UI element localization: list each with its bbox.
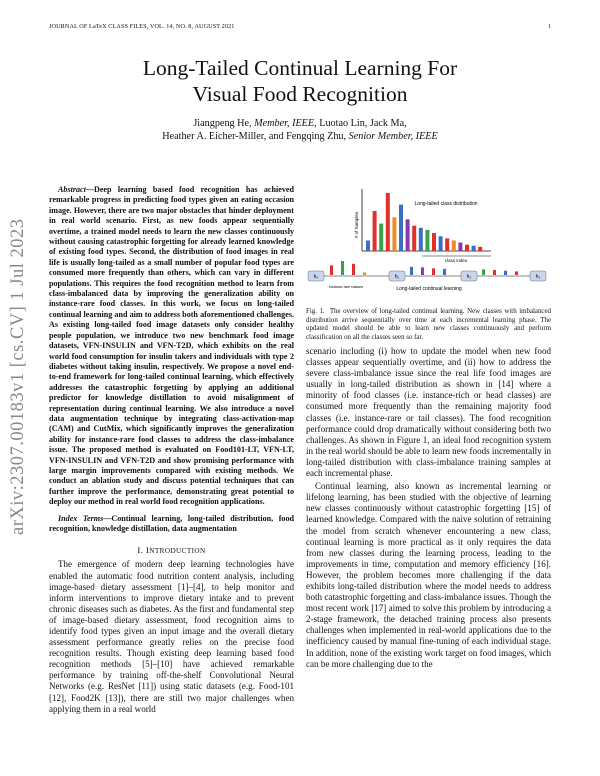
running-header: JOURNAL OF LaTeX CLASS FILES, VOL. 14, NO. 8, AUGUST 2021 bbox=[49, 23, 235, 30]
distribution-bar bbox=[465, 245, 469, 251]
model-h2-label: h₂ bbox=[466, 274, 472, 280]
author-line-2: Heather A. Eicher-Miller, and Fengqing Zhu, Senior Member, IEEE bbox=[162, 131, 438, 142]
new-classes-label: Instance-rare classes bbox=[328, 285, 364, 289]
model-h3-label: h₃ bbox=[535, 274, 541, 280]
paper-title bbox=[0, 55, 600, 107]
distribution-label: Long-tailed class distribution bbox=[414, 201, 478, 207]
index-terms-text: —Continual learning, long-tailed distribution, food recognition, knowledge distillation, data augmentation bbox=[49, 513, 294, 533]
distribution-bar bbox=[472, 246, 476, 251]
phase-bar bbox=[515, 271, 518, 275]
title-line-1: Long-Tailed Continual Learning For bbox=[142, 56, 458, 80]
model-h1-label: h₁ bbox=[394, 274, 400, 280]
figure-1 bbox=[306, 185, 551, 342]
left-column bbox=[49, 185, 294, 715]
distribution-bar bbox=[399, 205, 403, 251]
abstract bbox=[49, 185, 294, 508]
distribution-bar bbox=[366, 240, 370, 251]
phase-bar bbox=[482, 269, 485, 275]
y-axis-label: # of Samples bbox=[354, 211, 359, 239]
distribution-bar bbox=[439, 236, 443, 251]
distribution-bar bbox=[458, 243, 462, 251]
distribution-bar bbox=[412, 226, 416, 251]
class-index-label: class index bbox=[444, 258, 468, 263]
distribution-bar bbox=[478, 247, 482, 251]
title-line-2: Visual Food Recognition bbox=[192, 82, 408, 106]
phase-bars bbox=[330, 261, 518, 275]
phase-bar bbox=[443, 269, 446, 275]
intro-paragraph-2: scenario including (i) how to update the model when new food classes appear sequentially overtime, and (ii) how to address the severe class-imbalance issue since the real life food images are usually in long-tailed distribution as shown in [14] where a minority of food classes (i.e. instance-rich or head classes) are consumed more frequently than the remaining majority food classes (i.e. instance-rare or tail classes). The food recognition performance could drop dramatically without considering both two challenges. As shown in Figure 1, an ideal food recognition system in the real world should be able to learn new foods incrementally in long-tailed distribution with class-imbalance training samples at each incremental phase. bbox=[306, 346, 551, 479]
model-h0-label: h₀ bbox=[313, 274, 319, 280]
phase-bar bbox=[330, 265, 333, 275]
abstract-label: Abstract bbox=[58, 185, 86, 194]
page-number: 1 bbox=[548, 23, 552, 30]
right-column bbox=[306, 346, 551, 670]
phase-bar bbox=[493, 270, 496, 275]
index-terms bbox=[49, 514, 294, 535]
distribution-bar bbox=[419, 228, 423, 251]
distribution-bar bbox=[386, 193, 390, 251]
phase-bar bbox=[352, 264, 355, 275]
phase-bar bbox=[432, 268, 435, 275]
section-heading-introduction: I. INTRODUCTION bbox=[137, 545, 206, 556]
distribution-bar bbox=[379, 224, 383, 251]
phase-bar bbox=[504, 271, 507, 275]
phase-bar bbox=[410, 267, 413, 275]
figure-1-diagram bbox=[306, 185, 551, 300]
abstract-text: —Deep learning based food recognition has achieved remarkable progress in predicting food types given an eating occasion image. However, there are two major obstacles that hinder deployment in real world scenario. First, as new foods appear sequentially overtime, a trained model needs to learn the new classes continuously without causing catastrophic forgetting for already learned knowledge of existing food types. Second, the distribution of food images in real life is usually long-tailed as a small number of popular food types are consumed more frequently than others, which can vary in different populations. This requires the food recognition method to learn from class-imbalanced data by improving the generalization ability on instance-rare food classes. In this work, we focus on long-tailed continual learning and aim to address both aforementioned challenges. As existing long-tailed food image datasets only consider healthy people population, we introduce two new benchmark food image datasets, VFN-INSULIN and VFN-T2D, which exhibits on the real world food consumption for insulin takers and individuals with type 2 diabetes without taking insulin, respectively. We propose a novel end-to-end framework for long-tailed continual learning, which effectively addresses the catastrophic forgetting by applying an additional predictor for knowledge distillation to avoid misalignment of representation during continual learning. We also introduce a novel data augmentation technique by integrating class-activation-map (CAM) and CutMix, which significantly improves the generalization ability for instance-rare food classes to address the class-imbalance issue. The proposed method is evaluated on Food101-LT, VFN-LT, VFN-INSULIN and VFN-T2D and show promising performance with large margin improvements compared with existing methods. We conduct an ablation study and discuss potential techniques that can further improve the performance, demonstrating great potential to deploy our method in real world food recognition applications. bbox=[49, 185, 294, 507]
phase-bar bbox=[421, 267, 424, 275]
distribution-bar bbox=[373, 211, 377, 251]
distribution-bar bbox=[445, 238, 449, 251]
distribution-bar bbox=[392, 217, 396, 251]
intro-paragraph-3: Continual learning, also known as incremental learning or lifelong learning, has been studied with the objective of learning new classes continuously without catastrophic forgetting [15] of learned knowledge. Compared with the naive solution of retraining the model from scratch whenever encountering a new class, continual learning is more practical as it only requires the data from new classes during the learning process, leading to the improvements in time, computation and memory efficiency [16]. However, the problem becomes more challenging if the data exhibits long-tailed distribution where the model needs to address both catastrophic forgetting and class-imbalance issues. Though the most recent work [17] aimed to solve this problem by introducing a 2-stage framework, the detached training process also presents challenges when implemented in real-world applications due to the inefficiency caused by manual fine-tuning of each individual stage. In addition, none of the existing work target on food images, which can be more challenging due to the bbox=[306, 481, 551, 669]
phase-bar bbox=[341, 261, 344, 275]
author-list bbox=[0, 117, 600, 143]
distribution-bar bbox=[452, 240, 456, 251]
distribution-bar bbox=[425, 230, 429, 251]
continual-learning-label: Long-tailed continual learning bbox=[396, 286, 462, 292]
phase-bar bbox=[363, 272, 366, 275]
author-line-1: Jiangpeng He, Member, IEEE, Luotao Lin, Jack Ma, bbox=[193, 118, 407, 129]
index-terms-label: Index Terms bbox=[58, 513, 104, 523]
figure-caption: Fig. 1. The overview of long-tailed continual learning. New classes with imbalanced distribution arrive sequentially over time at each incremental learning phase. The updated model should be able to learn new classes continuously and perform classification on all the classes seen so far. bbox=[306, 308, 551, 341]
arxiv-identifier: arXiv:2307.00183v1 [cs.CV] 1 Jul 2023 bbox=[8, 218, 28, 535]
distribution-bar bbox=[432, 233, 436, 251]
distribution-bar bbox=[406, 219, 410, 251]
intro-paragraph-1: The emergence of modern deep learning technologies have enabled the automatic food nutrition content analysis, including image-based dietary assessment [1]–[4], to help monitor and inform interventions to improve dietary intake and to prevent chronic diseases such as diabetes. As the first and fundamental step of image-based dietary assessment, food recognition aims to identify food types given an input image and the overall dietary assessment performance greatly relies on the precise food recognition results. Though existing deep learning based food recognition methods [5]–[10] have achieved remarkable performance by training off-the-shelf Convolutional Neural Networks (e.g. ResNet [11]) using static datasets (e.g. Food-101 [12], Food2K [13]), there are still two major challenges when applying them in a real world bbox=[49, 559, 294, 714]
